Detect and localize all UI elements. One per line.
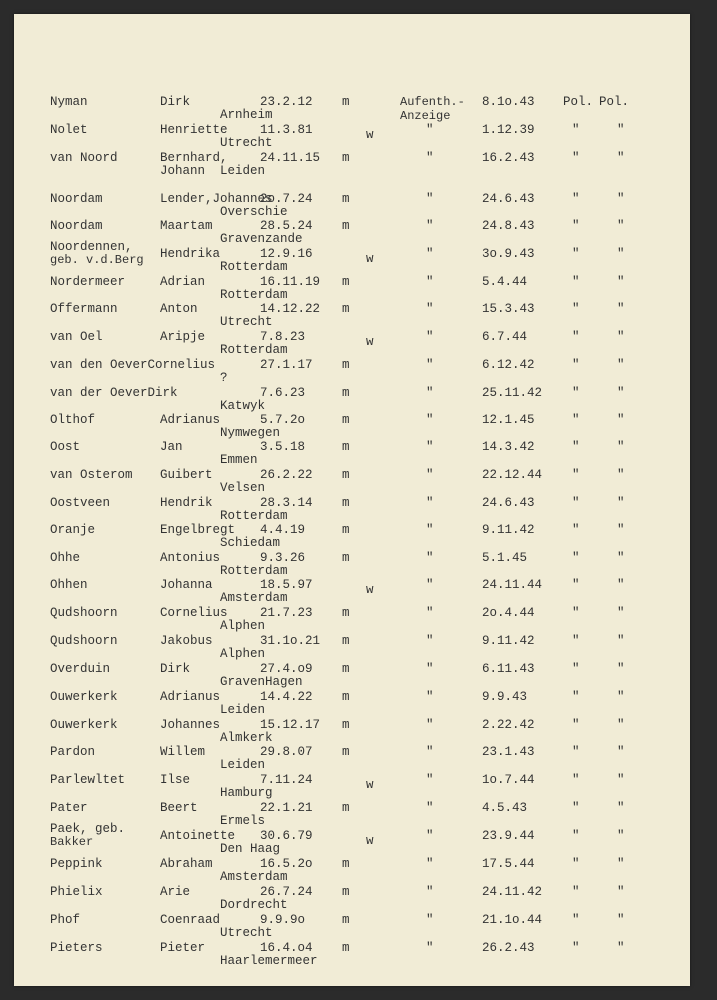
- pol-ditto-cell: ": [572, 247, 580, 261]
- birthdate-cell: 14.12.22: [260, 302, 321, 316]
- given-name-cell: Coenraad: [160, 913, 221, 927]
- birthdate-cell: 31.1o.21: [260, 634, 321, 648]
- given-name-cell: Guibert: [160, 468, 213, 482]
- birthplace-cell: Katwyk: [220, 399, 266, 413]
- pol-ditto-cell: ": [572, 801, 580, 815]
- birthdate-cell: 30.6.79: [260, 829, 313, 843]
- pol-ditto-cell: ": [617, 219, 625, 233]
- given-name-cell: Hendrik: [160, 496, 213, 510]
- surname-cell: Phielix: [50, 885, 103, 899]
- birthdate-cell: 7.11.24: [260, 773, 313, 787]
- surname-cell: Ohhen: [50, 578, 88, 592]
- registration-date-cell: 2o.4.44: [482, 606, 535, 620]
- registration-date-cell: 6.7.44: [482, 330, 528, 344]
- anzeige-ditto-cell: ": [426, 773, 434, 787]
- registration-date-cell: 3o.9.43: [482, 247, 535, 261]
- pol-ditto-cell: ": [572, 468, 580, 482]
- pol-ditto-cell: ": [572, 857, 580, 871]
- birthplace-cell: Ermels: [220, 814, 266, 828]
- pol-ditto-cell: ": [617, 606, 625, 620]
- pol-ditto-cell: ": [572, 551, 580, 565]
- pol-ditto-cell: ": [572, 151, 580, 165]
- anzeige-ditto-cell: ": [426, 745, 434, 759]
- given-name-cell: Adrianus: [160, 690, 221, 704]
- pol-ditto-cell: ": [572, 718, 580, 732]
- surname-cell: Noordennen,: [50, 240, 133, 254]
- anzeige-ditto-cell: ": [426, 496, 434, 510]
- registration-date-cell: 8.1o.43: [482, 95, 535, 109]
- pol-ditto-cell: ": [617, 496, 625, 510]
- surname-cell: Offermann: [50, 302, 118, 316]
- surname-cell: Ohhe: [50, 551, 81, 565]
- anzeige-ditto-cell: ": [426, 413, 434, 427]
- anzeige-ditto-cell: ": [426, 913, 434, 927]
- sex-cell: m: [342, 662, 350, 676]
- registration-date-cell: 6.11.43: [482, 662, 535, 676]
- pol-ditto-cell: ": [617, 440, 625, 454]
- surname-cell: van Osterom: [50, 468, 133, 482]
- surname-cell: Overduin: [50, 662, 111, 676]
- pol-ditto-cell: ": [617, 941, 625, 955]
- registration-date-cell: 23.9.44: [482, 829, 535, 843]
- sex-cell: m: [342, 468, 350, 482]
- given-name-cell-line2: Johann: [160, 164, 206, 178]
- birthplace-cell: ?: [220, 371, 228, 385]
- registration-date-cell: 15.3.43: [482, 302, 535, 316]
- given-name-cell: Cornelius: [160, 606, 228, 620]
- birthdate-cell: 11.3.81: [260, 123, 313, 137]
- registration-date-cell: 1.12.39: [482, 123, 535, 137]
- given-name-cell: Adrian: [160, 275, 206, 289]
- birthplace-cell: Haarlemermeer: [220, 954, 318, 968]
- given-name-cell: Aripje: [160, 330, 206, 344]
- given-name-cell: Henriette: [160, 123, 228, 137]
- birthdate-cell: 23.2.12: [260, 95, 313, 109]
- sex-cell: m: [342, 151, 350, 165]
- sex-cell: w: [366, 778, 374, 792]
- pol-ditto-cell: ": [572, 123, 580, 137]
- birthplace-cell: Leiden: [220, 164, 266, 178]
- birthplace-cell: Utrecht: [220, 315, 273, 329]
- registration-date-cell: 9.9.43: [482, 690, 528, 704]
- pol-ditto-cell: ": [617, 801, 625, 815]
- birthplace-cell: Velsen: [220, 481, 266, 495]
- anzeige-ditto-cell: ": [426, 718, 434, 732]
- registration-date-cell: 9.11.42: [482, 523, 535, 537]
- anzeige-ditto-cell: ": [426, 578, 434, 592]
- birthplace-cell: Rotterdam: [220, 343, 288, 357]
- birthdate-cell: 28.5.24: [260, 219, 313, 233]
- given-name-cell: Jan: [160, 440, 183, 454]
- anzeige-ditto-cell: ": [426, 247, 434, 261]
- sex-cell: m: [342, 634, 350, 648]
- given-name-cell: Adrianus: [160, 413, 221, 427]
- birthplace-cell: Amsterdam: [220, 591, 288, 605]
- pol-ditto-cell: ": [572, 829, 580, 843]
- sex-cell: m: [342, 95, 350, 109]
- pol-ditto-cell: ": [572, 606, 580, 620]
- surname-cell: Phof: [50, 913, 81, 927]
- pol-ditto-cell: ": [617, 829, 625, 843]
- surname-cell: Noordam: [50, 219, 103, 233]
- sex-cell: m: [342, 745, 350, 759]
- birthdate-cell: 15.12.17: [260, 718, 321, 732]
- pol-ditto-cell: ": [572, 496, 580, 510]
- surname-cell: Nyman: [50, 95, 88, 109]
- birthplace-cell: Alphen: [220, 647, 266, 661]
- surname-cell: Nolet: [50, 123, 88, 137]
- given-name-cell: Johannes: [160, 718, 221, 732]
- given-name-cell: Arie: [160, 885, 191, 899]
- sex-cell: m: [342, 440, 350, 454]
- pol-ditto-cell: ": [572, 219, 580, 233]
- pol-ditto-cell: ": [572, 302, 580, 316]
- pol-ditto-cell: ": [617, 523, 625, 537]
- anzeige-ditto-cell: ": [426, 440, 434, 454]
- pol-ditto-cell: ": [617, 634, 625, 648]
- pol-ditto-cell: ": [572, 330, 580, 344]
- pol-ditto-cell: ": [572, 941, 580, 955]
- sex-cell: m: [342, 606, 350, 620]
- pol-ditto-cell: ": [572, 634, 580, 648]
- anzeige-ditto-cell: ": [426, 386, 434, 400]
- anzeige-ditto-cell: ": [426, 634, 434, 648]
- sex-cell: m: [342, 219, 350, 233]
- birthplace-cell: Alphen: [220, 619, 266, 633]
- given-name-cell: Jakobus: [160, 634, 213, 648]
- registration-date-cell: 5.4.44: [482, 275, 528, 289]
- sex-cell: m: [342, 386, 350, 400]
- pol-ditto-cell: ": [617, 773, 625, 787]
- given-name-cell: Johanna: [160, 578, 213, 592]
- registration-date-cell: 1o.7.44: [482, 773, 535, 787]
- surname-cell: Pater: [50, 801, 88, 815]
- anzeige-ditto-cell: ": [426, 330, 434, 344]
- pol-ditto-cell: ": [572, 275, 580, 289]
- birthdate-cell: 28.3.14: [260, 496, 313, 510]
- sex-cell: m: [342, 551, 350, 565]
- birthdate-cell: 22.1.21: [260, 801, 313, 815]
- registration-date-cell: 24.11.42: [482, 885, 543, 899]
- birthplace-cell: Utrecht: [220, 136, 273, 150]
- sex-cell: w: [366, 834, 374, 848]
- sex-cell: m: [342, 496, 350, 510]
- registration-date-cell: 24.6.43: [482, 192, 535, 206]
- anzeige-ditto-cell: ": [426, 523, 434, 537]
- registration-date-cell: 14.3.42: [482, 440, 535, 454]
- surname-cell: Peppink: [50, 857, 103, 871]
- sex-cell: m: [342, 302, 350, 316]
- birthplace-cell: Leiden: [220, 703, 266, 717]
- anzeige-ditto-cell: ": [426, 151, 434, 165]
- anzeige-ditto-cell: ": [426, 857, 434, 871]
- birthdate-cell: 12.9.16: [260, 247, 313, 261]
- surname-cell: van der OeverDirk: [50, 386, 178, 400]
- sex-cell: m: [342, 941, 350, 955]
- birthdate-cell: 16.5.2o: [260, 857, 313, 871]
- surname-cell: Qudshoorn: [50, 634, 118, 648]
- surname-cell: Nordermeer: [50, 275, 126, 289]
- pol-ditto-cell: ": [572, 578, 580, 592]
- pol-ditto-cell: ": [617, 358, 625, 372]
- sex-cell: m: [342, 690, 350, 704]
- anzeige-ditto-cell: ": [426, 275, 434, 289]
- pol-ditto-cell: ": [617, 885, 625, 899]
- given-name-cell: Engelbregt: [160, 523, 236, 537]
- surname-cell: Parlewltet: [50, 773, 126, 787]
- given-name-cell: Ilse: [160, 773, 191, 787]
- registration-date-cell: 2.22.42: [482, 718, 535, 732]
- pol-ditto-cell: ": [572, 440, 580, 454]
- surname-cell: van Oel: [50, 330, 103, 344]
- birthdate-cell: 7.6.23: [260, 386, 306, 400]
- given-name-cell: Dirk: [160, 95, 191, 109]
- registration-date-cell: 4.5.43: [482, 801, 528, 815]
- pol-ditto-cell: ": [617, 247, 625, 261]
- birthplace-cell: Dordrecht: [220, 898, 288, 912]
- birthplace-cell: Overschie: [220, 205, 288, 219]
- registration-date-cell: 24.6.43: [482, 496, 535, 510]
- birthplace-cell: Rotterdam: [220, 260, 288, 274]
- registration-date-cell: 5.1.45: [482, 551, 528, 565]
- surname-cell: Oostveen: [50, 496, 111, 510]
- sex-cell: m: [342, 885, 350, 899]
- birthdate-cell: 4.4.19: [260, 523, 306, 537]
- pol-ditto-cell: ": [572, 413, 580, 427]
- surname-cell: Noordam: [50, 192, 103, 206]
- birthplace-cell: Den Haag: [220, 842, 281, 856]
- given-name-cell: Willem: [160, 745, 206, 759]
- pol-ditto-cell: ": [617, 468, 625, 482]
- pol-ditto-cell: ": [572, 913, 580, 927]
- anzeige-ditto-cell: ": [426, 302, 434, 316]
- birthplace-cell: Rotterdam: [220, 509, 288, 523]
- pol-ditto-cell: ": [572, 662, 580, 676]
- surname-cell-line2: geb. v.d.Berg: [50, 253, 144, 267]
- surname-cell: Pardon: [50, 745, 96, 759]
- pol-ditto-cell: ": [572, 745, 580, 759]
- surname-cell: Oranje: [50, 523, 96, 537]
- header-pol-2: Pol.: [599, 95, 630, 109]
- surname-cell: van Noord: [50, 151, 118, 165]
- registration-date-cell: 23.1.43: [482, 745, 535, 759]
- birthdate-cell: 2o.7.24: [260, 192, 313, 206]
- pol-ditto-cell: ": [572, 192, 580, 206]
- registration-date-cell: 6.12.42: [482, 358, 535, 372]
- surname-cell: Qudshoorn: [50, 606, 118, 620]
- registration-date-cell: 12.1.45: [482, 413, 535, 427]
- pol-ditto-cell: ": [572, 386, 580, 400]
- pol-ditto-cell: ": [617, 330, 625, 344]
- anzeige-ditto-cell: ": [426, 801, 434, 815]
- given-name-cell: Antonius: [160, 551, 221, 565]
- pol-ditto-cell: ": [617, 690, 625, 704]
- registration-date-cell: 9.11.42: [482, 634, 535, 648]
- birthdate-cell: 21.7.23: [260, 606, 313, 620]
- sex-cell: m: [342, 413, 350, 427]
- pol-ditto-cell: ": [617, 745, 625, 759]
- birthplace-cell: Almkerk: [220, 731, 273, 745]
- sex-cell: w: [366, 335, 374, 349]
- pol-ditto-cell: ": [617, 386, 625, 400]
- birthplace-cell: Gravenzande: [220, 232, 303, 246]
- given-name-cell: Beert: [160, 801, 198, 815]
- registration-date-cell: 24.8.43: [482, 219, 535, 233]
- pol-ditto-cell: ": [617, 857, 625, 871]
- birthdate-cell: 16.11.19: [260, 275, 321, 289]
- pol-ditto-cell: ": [617, 275, 625, 289]
- birthdate-cell: 26.7.24: [260, 885, 313, 899]
- birthplace-cell: Utrecht: [220, 926, 273, 940]
- anzeige-ditto-cell: ": [426, 123, 434, 137]
- given-name-cell: Anton: [160, 302, 198, 316]
- given-name-cell: Bernhard,: [160, 151, 228, 165]
- pol-ditto-cell: ": [617, 192, 625, 206]
- birthplace-cell: Leiden: [220, 758, 266, 772]
- pol-ditto-cell: ": [572, 523, 580, 537]
- birthdate-cell: 14.4.22: [260, 690, 313, 704]
- birthplace-cell: Nymwegen: [220, 426, 281, 440]
- birthplace-cell: Hamburg: [220, 786, 273, 800]
- surname-cell: Oost: [50, 440, 81, 454]
- pol-ditto-cell: ": [572, 358, 580, 372]
- sex-cell: m: [342, 913, 350, 927]
- anzeige-ditto-cell: ": [426, 468, 434, 482]
- pol-ditto-cell: ": [617, 578, 625, 592]
- anzeige-ditto-cell: ": [426, 885, 434, 899]
- anzeige-ditto-cell: ": [426, 192, 434, 206]
- pol-ditto-cell: ": [572, 690, 580, 704]
- registration-date-cell: 17.5.44: [482, 857, 535, 871]
- birthplace-cell: Rotterdam: [220, 288, 288, 302]
- given-name-cell: Dirk: [160, 662, 191, 676]
- birthdate-cell: 7.8.23: [260, 330, 306, 344]
- pol-ditto-cell: ": [617, 551, 625, 565]
- anzeige-ditto-cell: ": [426, 551, 434, 565]
- birthplace-cell: Schiedam: [220, 536, 281, 550]
- birthdate-cell: 5.7.2o: [260, 413, 306, 427]
- pol-ditto-cell: ": [617, 302, 625, 316]
- anzeige-ditto-cell: ": [426, 941, 434, 955]
- anzeige-ditto-cell: ": [426, 662, 434, 676]
- birthplace-cell: Emmen: [220, 453, 258, 467]
- pol-ditto-cell: ": [572, 885, 580, 899]
- registration-date-cell: 25.11.42: [482, 386, 543, 400]
- birthdate-cell: 27.4.o9: [260, 662, 313, 676]
- registration-date-cell: 26.2.43: [482, 941, 535, 955]
- pol-ditto-cell: ": [572, 773, 580, 787]
- birthdate-cell: 3.5.18: [260, 440, 306, 454]
- surname-cell: Paek, geb.: [50, 822, 126, 836]
- header-pol-1: Pol.: [563, 95, 594, 109]
- sex-cell: w: [366, 128, 374, 142]
- surname-cell: Ouwerkerk: [50, 690, 118, 704]
- pol-ditto-cell: ": [617, 123, 625, 137]
- pol-ditto-cell: ": [617, 413, 625, 427]
- birthdate-cell: 24.11.15: [260, 151, 321, 165]
- birthdate-cell: 9.9.9o: [260, 913, 306, 927]
- sex-cell: m: [342, 801, 350, 815]
- sex-cell: m: [342, 192, 350, 206]
- given-name-cell: Hendrika: [160, 247, 221, 261]
- document-page: [14, 14, 690, 986]
- anzeige-ditto-cell: ": [426, 358, 434, 372]
- header-anzeige: Anzeige: [400, 109, 451, 123]
- anzeige-ditto-cell: ": [426, 606, 434, 620]
- sex-cell: w: [366, 583, 374, 597]
- pol-ditto-cell: ": [617, 913, 625, 927]
- sex-cell: m: [342, 718, 350, 732]
- given-name-cell: Abraham: [160, 857, 213, 871]
- registration-date-cell: 16.2.43: [482, 151, 535, 165]
- birthplace-cell: Amsterdam: [220, 870, 288, 884]
- sex-cell: m: [342, 358, 350, 372]
- pol-ditto-cell: ": [617, 718, 625, 732]
- birthplace-cell: GravenHagen: [220, 675, 303, 689]
- registration-date-cell: 21.1o.44: [482, 913, 543, 927]
- birthplace-cell: Arnheim: [220, 108, 273, 122]
- header-aufenth: Aufenth.-: [400, 95, 465, 109]
- sex-cell: m: [342, 523, 350, 537]
- sex-cell: m: [342, 857, 350, 871]
- pol-ditto-cell: ": [617, 151, 625, 165]
- registration-date-cell: 22.12.44: [482, 468, 543, 482]
- surname-cell-line2: Bakker: [50, 835, 94, 849]
- registration-date-cell: 24.11.44: [482, 578, 543, 592]
- given-name-cell: Pieter: [160, 941, 206, 955]
- birthplace-cell: Rotterdam: [220, 564, 288, 578]
- given-name-cell: Antoinette: [160, 829, 236, 843]
- given-name-cell: Maartam: [160, 219, 213, 233]
- birthdate-cell: 27.1.17: [260, 358, 313, 372]
- pol-ditto-cell: ": [617, 662, 625, 676]
- anzeige-ditto-cell: ": [426, 690, 434, 704]
- anzeige-ditto-cell: ": [426, 219, 434, 233]
- surname-cell: Ouwerkerk: [50, 718, 118, 732]
- surname-cell: van den OeverCornelius: [50, 358, 216, 372]
- surname-cell: Pieters: [50, 941, 103, 955]
- birthdate-cell: 29.8.07: [260, 745, 313, 759]
- anzeige-ditto-cell: ": [426, 829, 434, 843]
- birthdate-cell: 16.4.o4: [260, 941, 313, 955]
- sex-cell: m: [342, 275, 350, 289]
- surname-cell: Olthof: [50, 413, 96, 427]
- birthdate-cell: 26.2.22: [260, 468, 313, 482]
- given-name-cell: Lender,Johannes: [160, 192, 273, 206]
- birthdate-cell: 9.3.26: [260, 551, 306, 565]
- sex-cell: w: [366, 252, 374, 266]
- birthdate-cell: 18.5.97: [260, 578, 313, 592]
